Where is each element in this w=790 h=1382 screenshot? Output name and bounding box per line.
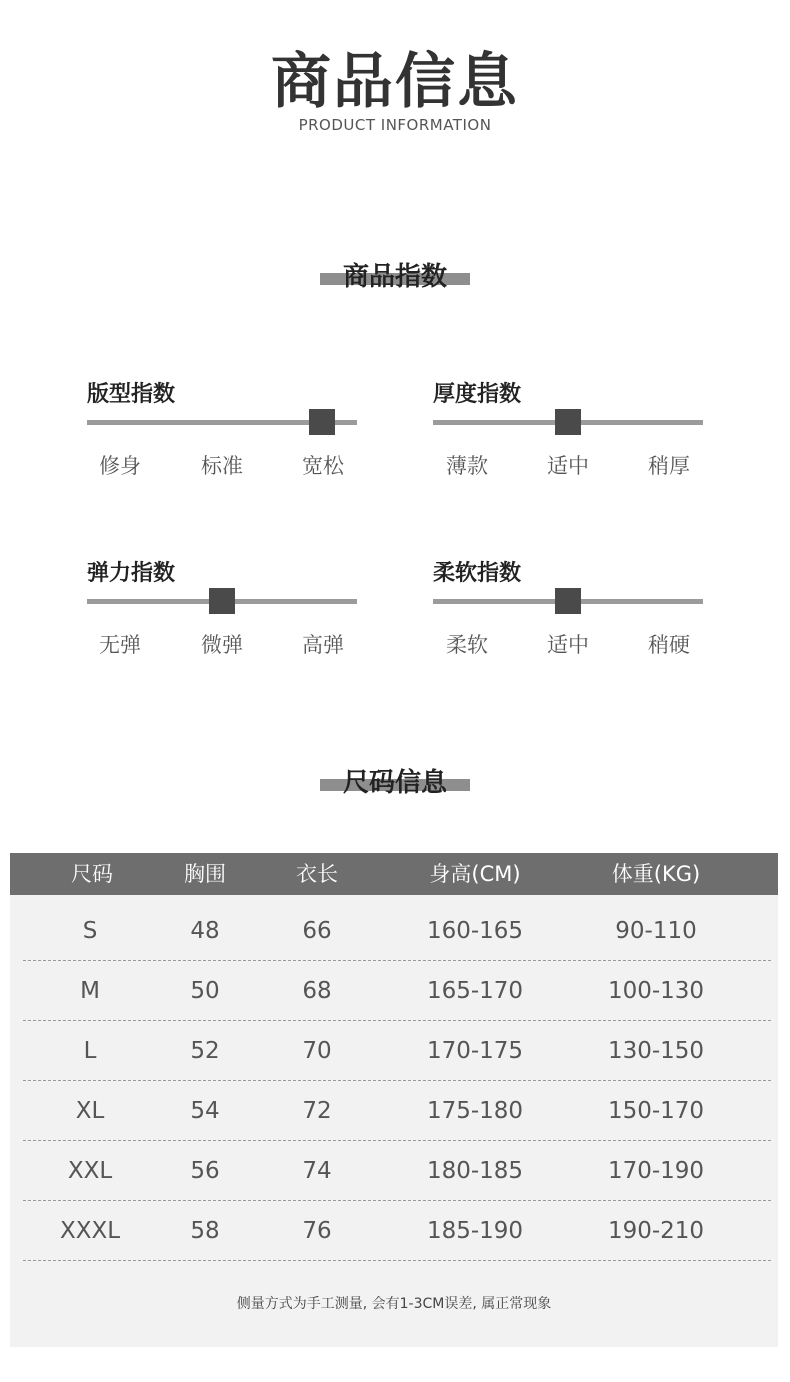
table-row [10, 1081, 778, 1141]
table-row [10, 1141, 778, 1201]
table-row [10, 1201, 778, 1261]
size-table [10, 853, 778, 1347]
index-option: 适中 [547, 454, 589, 478]
cell-chest: 48 [190, 918, 220, 944]
cell-chest: 58 [190, 1218, 220, 1244]
cell-length: 66 [302, 918, 332, 944]
index-option: 宽松 [302, 454, 344, 478]
cell-chest: 50 [190, 978, 220, 1004]
column-header-size: 尺码 [71, 862, 113, 886]
index-heading-text: 商品指数 [342, 262, 447, 292]
index-option: 高弹 [302, 633, 344, 657]
size-heading-text: 尺码信息 [342, 768, 447, 798]
cell-weight: 170-190 [607, 1158, 705, 1184]
column-header-length: 衣长 [296, 862, 338, 886]
page-subtitle: PRODUCT INFORMATION [298, 116, 492, 134]
index-option: 柔软 [446, 633, 488, 657]
cell-height: 160-165 [426, 918, 524, 944]
index-option: 薄款 [446, 454, 488, 478]
cell-weight: 130-150 [607, 1038, 705, 1064]
size-section-heading [320, 763, 470, 803]
index-option: 无弹 [99, 633, 141, 657]
index-softness [433, 559, 703, 659]
cell-height: 170-175 [426, 1038, 524, 1064]
index-label: 柔软指数 [433, 561, 522, 586]
index-option: 稍厚 [648, 454, 690, 478]
cell-weight: 190-210 [607, 1218, 705, 1244]
index-thickness [433, 380, 703, 480]
cell-size: L [83, 1038, 97, 1064]
index-marker [555, 409, 581, 435]
index-elasticity [87, 559, 357, 659]
cell-weight: 90-110 [615, 918, 697, 944]
cell-length: 76 [302, 1218, 332, 1244]
index-label: 厚度指数 [433, 382, 522, 407]
measurement-note: 侧量方式为手工测量, 会有1-3CM误差, 属正常现象 [236, 1296, 552, 1312]
index-section-heading [320, 257, 470, 297]
cell-length: 70 [302, 1038, 332, 1064]
column-header-height: 身高(CM) [429, 862, 521, 886]
cell-weight: 100-130 [607, 978, 705, 1004]
index-label: 版型指数 [87, 382, 176, 407]
cell-length: 72 [302, 1098, 332, 1124]
index-label: 弹力指数 [87, 561, 176, 586]
index-option: 修身 [99, 454, 141, 478]
cell-chest: 52 [190, 1038, 220, 1064]
column-header-weight: 体重(KG) [611, 862, 701, 886]
index-option: 稍硬 [648, 633, 690, 657]
cell-size: M [80, 978, 100, 1004]
cell-height: 180-185 [426, 1158, 524, 1184]
cell-weight: 150-170 [607, 1098, 705, 1124]
index-option: 微弹 [201, 633, 243, 657]
index-fit [87, 380, 357, 480]
cell-height: 185-190 [426, 1218, 524, 1244]
page-title: 商品信息 [271, 47, 519, 117]
cell-size: S [82, 918, 98, 944]
table-row [10, 1021, 778, 1081]
cell-length: 68 [302, 978, 332, 1004]
column-header-chest: 胸围 [184, 862, 226, 886]
index-option: 标准 [201, 454, 243, 478]
cell-chest: 54 [190, 1098, 220, 1124]
cell-size: XXL [67, 1158, 113, 1184]
table-header [10, 853, 778, 895]
cell-height: 175-180 [426, 1098, 524, 1124]
row-divider [23, 1260, 771, 1261]
cell-height: 165-170 [426, 978, 524, 1004]
table-row [10, 901, 778, 961]
index-option: 适中 [547, 633, 589, 657]
index-marker [309, 409, 335, 435]
cell-chest: 56 [190, 1158, 220, 1184]
index-marker [555, 588, 581, 614]
cell-length: 74 [302, 1158, 332, 1184]
table-row [10, 961, 778, 1021]
cell-size: XXXL [59, 1218, 121, 1244]
cell-size: XL [75, 1098, 105, 1124]
index-marker [209, 588, 235, 614]
